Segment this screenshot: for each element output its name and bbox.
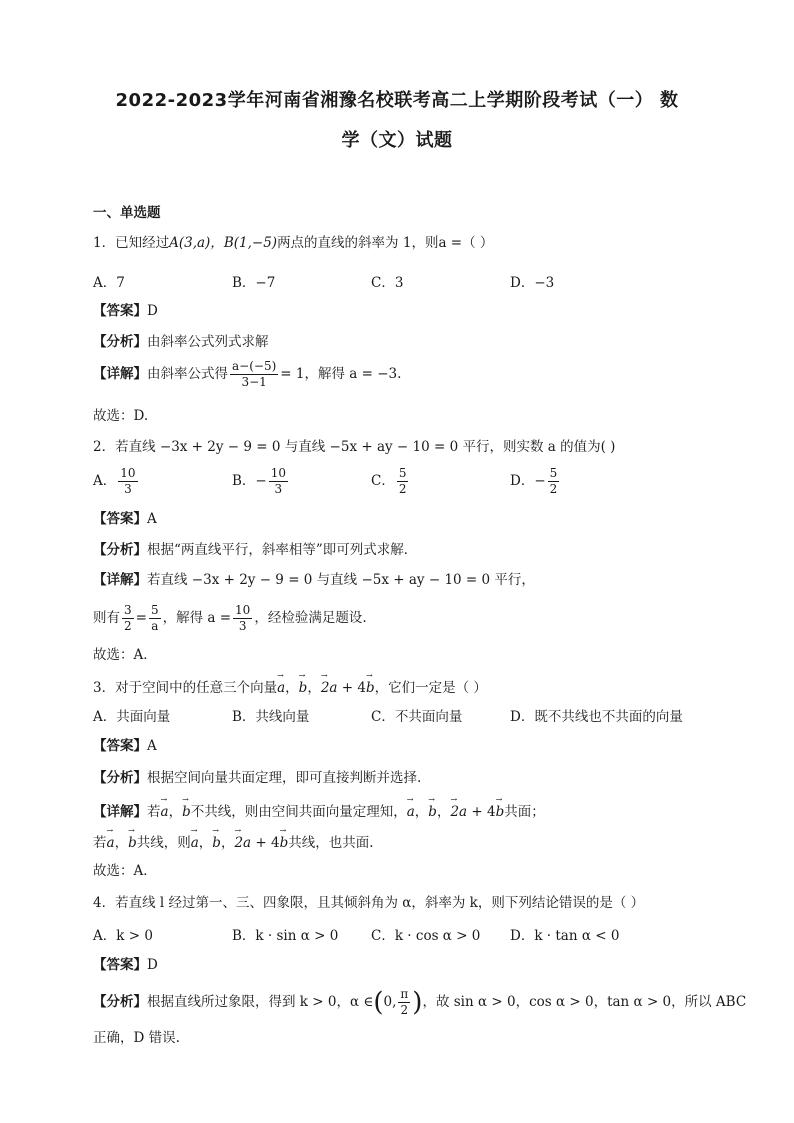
q1-option-d: D．−3 [510,275,555,291]
q3-detail-2 [93,830,374,853]
q2-option-d [510,466,561,497]
q1-analysis [93,332,269,352]
q1-option-c: C．3 [371,275,404,291]
q2-option-a [93,466,140,497]
q2-then-b: ，解得 a = [162,610,232,626]
q2-stem: 2．若直线 −3x + 2y − 9 = 0 与直线 −5x + ay − 10 = 0 平行，则实数 a 的值为( ) [93,439,616,455]
q2-option-a-fraction [118,466,137,497]
q4-option-a: A．k > 0 [93,928,153,944]
q3-stem-text-a: 3．对于空间中的任意三个向量 [93,680,278,696]
q2-f3-den: 3 [238,619,247,633]
q1-fraction-denominator: 3−1 [241,375,267,389]
q2-option-c-den: 2 [398,482,407,496]
q3-vector-b: → b [299,675,308,698]
q2-option-a-den: 3 [124,482,132,496]
q1-stem-text-c: a =（ ） [438,235,494,251]
q2-fraction-3 [233,603,252,634]
q3-analysis-text: 根据空间向量共面定理，即可直接判断并选择. [147,770,422,786]
analysis-label: 【分析】 [93,994,147,1010]
q4-answer [93,955,158,975]
q2-then-a: 则有 [93,610,120,626]
q3-d1-sep1: ， [414,804,429,820]
q2-option-d-prefix: D．− [510,473,546,489]
q1-detail [93,359,401,390]
q2-fraction-1 [122,603,134,634]
q3-d2-vector-2a: → 2a [234,830,251,853]
q4-pi-num: π [400,987,409,1001]
q2-option-d-den: 2 [549,482,558,496]
q2-option-d-fraction [548,466,560,497]
q3-answer [93,736,157,756]
analysis-label: 【分析】 [93,542,147,558]
q1-stem [93,233,493,253]
q3-d1-d: 共面； [504,804,545,820]
q4-pi-den: 2 [400,1003,409,1017]
q2-answer-value: A [147,511,157,527]
detail-label: 【详解】 [93,366,147,382]
q4-analysis-text-a: 根据直线所过象限，得到 k > 0，α ∈ [147,994,374,1010]
q1-stem-text-a: 1．已知经过 [93,235,170,251]
q3-option-b: B．共线向量 [232,709,310,725]
q2-analysis-text: 根据“两直线平行，斜率相等”即可列式求解． [147,542,418,558]
q3-d1-plus: + 4 [467,804,496,820]
q2-option-b-den: 3 [274,482,283,496]
q1-detail-fraction [230,359,278,390]
q3-stem-text-b: ，它们一定是（ ） [374,680,487,696]
q3-vector-a: → a [277,675,285,698]
q2-conclusion: 故选：A． [93,647,157,663]
q3-vector-4b: → b [366,675,375,698]
q4-option-b: B．k · sin α > 0 [232,928,339,944]
q2-detail-cont [93,603,367,634]
detail-label: 【详解】 [93,572,147,588]
q4-interval-close: ) [412,987,423,1018]
q3-d2-vector-4b: → b [280,830,289,853]
q2-option-c [371,466,410,497]
q3-option-d: D．既不共线也不共面的向量 [510,709,683,725]
q1-conclusion: 故选：D. [93,408,149,424]
q2-eq: = [135,610,147,626]
q2-f1-num: 3 [124,603,132,617]
q4-option-d: D．k · tan α < 0 [510,928,620,944]
detail-label: 【详解】 [93,804,147,820]
q3-d1-c: 不共线，则由空间共面向量定理知， [190,804,407,820]
analysis-label: 【分析】 [93,770,147,786]
q3-d2-d: 共线，也共面. [288,835,374,851]
q1-answer-value: D [147,303,158,319]
q2-then-c: ，经检验满足题设. [254,610,367,626]
q3-d1-vector-a2: → a [407,799,415,822]
page-title-line2: 学（文）试题 [341,130,453,151]
q3-d2-sep2: ， [220,835,235,851]
q3-d1-vector-a: → a [161,799,169,822]
q3-stem [93,675,487,698]
q3-d1-b: ， [168,804,183,820]
q2-option-c-num: 5 [398,466,407,480]
q2-answer [93,509,157,529]
answer-label: 【答案】 [93,957,147,973]
analysis-label: 【分析】 [93,334,147,350]
page-title-line1: 2022-2023学年河南省湘豫名校联考高二上学期阶段考试（一） 数 [115,90,679,111]
q3-d2-vector-a: → a [107,830,115,853]
q2-option-d-num: 5 [549,466,558,480]
section-heading: 一、单选题 [93,205,161,221]
q3-detail-1 [93,799,545,822]
q3-sep-2: ， [307,680,321,696]
q3-vector-2a: → 2a [321,675,338,698]
q2-option-a-prefix: A． [93,473,117,489]
q2-detail [93,570,535,590]
q2-option-b-fraction [269,466,288,497]
q4-analysis-text-b: ，故 sin α > 0，cos α > 0，tan α > 0，所以 ABC [422,994,747,1010]
q4-interval-zero: 0, [383,994,397,1010]
q1-fraction-numerator: a−(−5) [232,359,277,373]
q2-fraction-2 [149,603,161,634]
q1-detail-text-a: 由斜率公式得 [147,366,228,382]
q1-option-b: B．−7 [232,275,276,291]
q2-option-c-prefix: C． [371,473,395,489]
q1-detail-text-b: = 1，解得 a = −3. [280,366,402,382]
q4-answer-value: D [147,957,158,973]
q1-stem-text-b: 两点的直线的斜率为 1，则 [277,235,439,251]
answer-label: 【答案】 [93,303,147,319]
q3-option-c: C．不共面向量 [371,709,463,725]
q1-point-b: B(1,−5) [223,235,278,251]
q3-d2-plus: + 4 [251,835,280,851]
q3-conclusion: 故选：A． [93,863,157,879]
q3-d1-vector-b2: → b [428,799,437,822]
q2-detail-text: 若直线 −3x + 2y − 9 = 0 与直线 −5x + ay − 10 = 0 平行， [147,572,535,588]
q2-option-b-num: 10 [270,466,287,480]
q4-pi-fraction [398,987,410,1018]
q2-f3-num: 10 [235,603,251,617]
q3-d2-c: 共线，则 [136,835,191,851]
q4-analysis-cont: 正确，D 错误. [93,1030,180,1046]
q3-d1-a: 若 [147,804,161,820]
q1-point-a: A(3,a)， [169,235,224,251]
q2-f2-num: 5 [150,603,159,617]
q3-d2-sep1: ， [198,835,213,851]
q1-option-a: A．7 [93,275,125,291]
q3-d1-vector-2a: → 2a [450,799,467,822]
q4-stem: 4．若直线 l 经过第一、三、四象限，且其倾斜角为 α，斜率为 k，则下列结论错误的是（ ） [93,895,645,911]
q4-analysis [93,987,746,1018]
q3-plus: + 4 [337,680,366,696]
q3-answer-value: A [147,738,157,754]
q3-analysis [93,768,421,788]
q3-d2-vector-b2: → b [212,830,221,853]
q2-analysis [93,540,417,560]
q2-option-c-fraction [397,466,409,497]
q3-d2-vector-b: → b [128,830,137,853]
q1-analysis-text: 由斜率公式列式求解 [147,334,269,350]
q4-option-c: C．k · cos α > 0 [371,928,481,944]
q2-option-b [232,466,290,497]
answer-label: 【答案】 [93,738,147,754]
q3-d2-b: ， [114,835,129,851]
q4-interval-open: ( [373,987,384,1018]
q3-d2-a: 若 [93,835,107,851]
q3-d1-vector-b: → b [182,799,191,822]
q2-option-a-num: 10 [120,466,136,480]
answer-label: 【答案】 [93,511,147,527]
q2-f1-den: 2 [124,619,132,633]
q3-d1-sep2: ， [436,804,451,820]
q2-f2-den: a [151,619,159,633]
q1-answer [93,301,158,321]
q3-option-a: A．共面向量 [93,709,171,725]
q2-option-b-prefix: B．− [232,473,267,489]
q3-d1-vector-4b: → b [496,799,505,822]
q3-d2-vector-a2: → a [191,830,199,853]
q3-sep-1: ， [285,680,299,696]
